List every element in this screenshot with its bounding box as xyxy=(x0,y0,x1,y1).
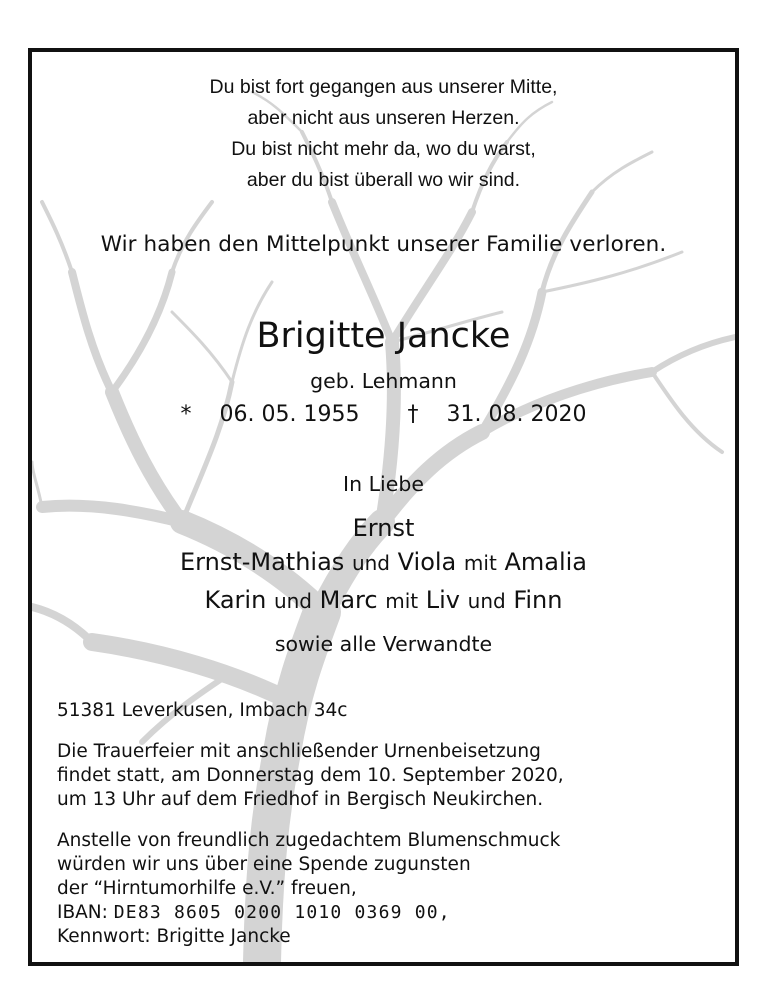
donation-line: würden wir uns über eine Spende zugunsten xyxy=(57,854,471,875)
mourner-name: Finn xyxy=(513,586,563,614)
ceremony-info xyxy=(57,740,564,812)
iban-value: DE83 8605 0200 1010 0369 00, xyxy=(113,902,451,923)
obituary-content xyxy=(32,52,735,962)
connector: und xyxy=(273,589,312,613)
iban-label: IBAN: xyxy=(57,902,108,923)
deceased-name: Brigitte Jancke xyxy=(256,316,511,356)
poem-line: aber du bist überall wo wir sind. xyxy=(246,169,521,191)
ceremony-line: um 13 Uhr auf dem Friedhof in Bergisch Neukirchen. xyxy=(57,789,544,810)
address: 51381 Leverkusen, Imbach 34c xyxy=(57,700,348,721)
connector: und xyxy=(351,551,390,575)
birth-name: geb. Lehmann xyxy=(310,369,457,393)
connector: und xyxy=(467,589,506,613)
birth-date: 06. 05. 1955 xyxy=(219,402,360,427)
donation-line: Anstelle von freundlich zugedachtem Blumenschmuck xyxy=(57,830,561,851)
death-symbol: † xyxy=(407,402,419,427)
mourner-line-2 xyxy=(32,548,735,576)
ceremony-line: findet statt, am Donnerstag dem 10. September 2020, xyxy=(57,765,564,786)
mourner-name: Karin xyxy=(204,586,267,614)
mourners-intro: In Liebe xyxy=(343,472,424,496)
mourner-name: Ernst-Mathias xyxy=(180,548,345,576)
ceremony-line: Die Trauerfeier mit anschließender Urnenbeisetzung xyxy=(57,741,541,762)
obituary-frame xyxy=(28,48,739,966)
poem xyxy=(32,72,735,196)
poem-line: aber nicht aus unseren Herzen. xyxy=(247,107,520,129)
connector: mit xyxy=(463,551,497,575)
relatives-line: sowie alle Verwandte xyxy=(274,632,493,656)
life-dates xyxy=(32,402,735,427)
keyword-line: Kennwort: Brigitte Jancke xyxy=(57,926,291,947)
donation-line: der “Hirntumorhilfe e.V.” freuen, xyxy=(57,878,357,899)
birth-symbol: * xyxy=(180,402,192,427)
mourner-name: Liv xyxy=(425,586,460,614)
mourner-name: Marc xyxy=(319,586,378,614)
mourner-name: Viola xyxy=(397,548,457,576)
death-date: 31. 08. 2020 xyxy=(446,402,587,427)
lost-line: Wir haben den Mittelpunkt unserer Familie verloren. xyxy=(100,232,667,257)
iban-line xyxy=(57,901,560,925)
donation-info xyxy=(57,829,560,949)
mourner-line-3 xyxy=(32,586,735,614)
poem-line: Du bist fort gegangen aus unserer Mitte, xyxy=(209,76,558,98)
poem-line: Du bist nicht mehr da, wo du warst, xyxy=(231,138,536,160)
mourner-line-1: Ernst xyxy=(352,514,415,542)
connector: mit xyxy=(385,589,419,613)
mourner-name: Amalia xyxy=(504,548,587,576)
